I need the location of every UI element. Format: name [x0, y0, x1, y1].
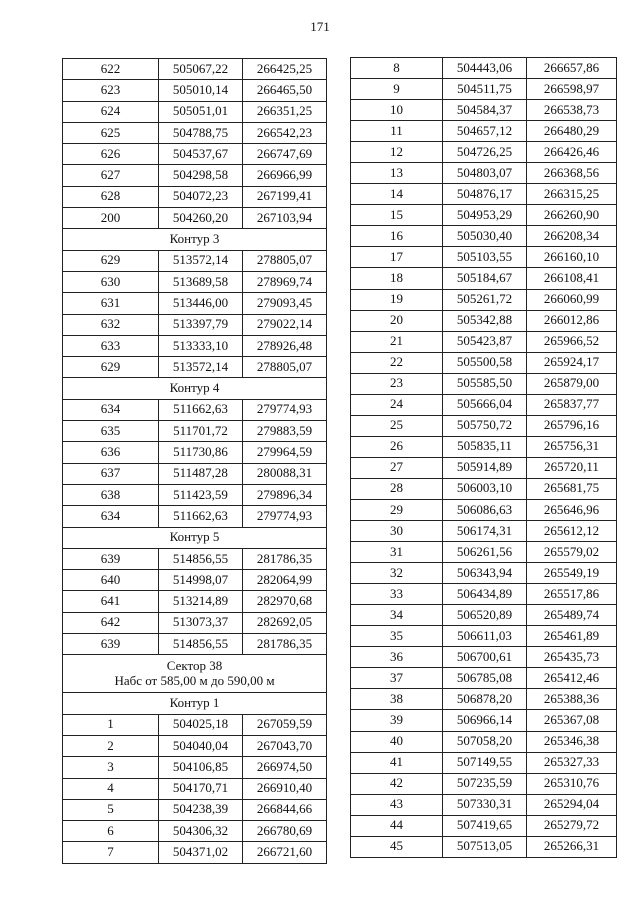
x-coordinate-cell: 504657,12 [443, 121, 527, 142]
x-coordinate-cell: 504106,85 [159, 757, 243, 778]
table-row [351, 100, 617, 121]
table-row [351, 584, 617, 605]
point-number-cell: 39 [351, 710, 443, 731]
point-number-cell: 636 [63, 442, 159, 463]
point-number-cell: 631 [63, 293, 159, 314]
x-coordinate-cell: 505500,58 [443, 352, 527, 373]
y-coordinate-cell: 265837,77 [527, 394, 617, 415]
table-row [63, 186, 327, 207]
x-coordinate-cell: 504025,18 [159, 714, 243, 735]
y-coordinate-cell: 279883,59 [243, 421, 327, 442]
section-header [63, 229, 327, 250]
point-number-cell: 45 [351, 836, 443, 857]
y-coordinate-cell: 266465,50 [243, 80, 327, 101]
table-row [351, 121, 617, 142]
point-number-cell: 16 [351, 226, 443, 247]
x-coordinate-cell: 504306,32 [159, 821, 243, 842]
x-coordinate-cell: 511662,63 [159, 399, 243, 420]
table-row [63, 821, 327, 842]
point-number-cell: 639 [63, 548, 159, 569]
point-number-cell: 639 [63, 634, 159, 655]
point-number-cell: 9 [351, 79, 443, 100]
y-coordinate-cell: 266542,23 [243, 122, 327, 143]
x-coordinate-cell: 514856,55 [159, 634, 243, 655]
x-coordinate-cell: 507149,55 [443, 752, 527, 773]
y-coordinate-cell: 265346,38 [527, 731, 617, 752]
table-row [351, 226, 617, 247]
y-coordinate-cell: 267199,41 [243, 186, 327, 207]
point-number-cell: 24 [351, 394, 443, 415]
point-number-cell: 629 [63, 250, 159, 271]
y-coordinate-cell: 266538,73 [527, 100, 617, 121]
point-number-cell: 33 [351, 584, 443, 605]
x-coordinate-cell: 507058,20 [443, 731, 527, 752]
table-row [351, 752, 617, 773]
y-coordinate-cell: 265435,73 [527, 647, 617, 668]
point-number-cell: 29 [351, 499, 443, 520]
table-row [63, 59, 327, 80]
table-row [351, 184, 617, 205]
y-coordinate-cell: 266910,40 [243, 778, 327, 799]
y-coordinate-cell: 265720,11 [527, 457, 617, 478]
y-coordinate-cell: 266012,86 [527, 310, 617, 331]
y-coordinate-cell: 279774,93 [243, 506, 327, 527]
point-number-cell: 641 [63, 591, 159, 612]
x-coordinate-cell: 506174,31 [443, 521, 527, 542]
table-row [351, 731, 617, 752]
y-coordinate-cell: 282692,05 [243, 612, 327, 633]
y-coordinate-cell: 281786,35 [243, 548, 327, 569]
table-row [63, 842, 327, 863]
table-row [63, 165, 327, 186]
section-header-line: Контур 4 [169, 380, 220, 396]
x-coordinate-cell: 513214,89 [159, 591, 243, 612]
point-number-cell: 6 [63, 821, 159, 842]
point-number-cell: 26 [351, 436, 443, 457]
table-row [351, 499, 617, 520]
table-row [63, 80, 327, 101]
point-number-cell: 15 [351, 205, 443, 226]
x-coordinate-cell: 504260,20 [159, 208, 243, 229]
y-coordinate-cell: 279774,93 [243, 399, 327, 420]
table-row [351, 478, 617, 499]
point-number-cell: 2 [63, 735, 159, 756]
table-row [351, 163, 617, 184]
y-coordinate-cell: 266160,10 [527, 247, 617, 268]
y-coordinate-cell: 265646,96 [527, 499, 617, 520]
point-number-cell: 31 [351, 542, 443, 563]
section-header [63, 378, 327, 399]
table-row [63, 612, 327, 633]
point-number-cell: 7 [63, 842, 159, 863]
y-coordinate-cell: 265489,74 [527, 605, 617, 626]
x-coordinate-cell: 505010,14 [159, 80, 243, 101]
y-coordinate-cell: 266425,25 [243, 59, 327, 80]
table-row [63, 735, 327, 756]
x-coordinate-cell: 505261,72 [443, 289, 527, 310]
x-coordinate-cell: 507419,65 [443, 815, 527, 836]
table-row [63, 122, 327, 143]
table-row [351, 79, 617, 100]
point-number-cell: 634 [63, 399, 159, 420]
table-row [351, 689, 617, 710]
x-coordinate-cell: 504803,07 [443, 163, 527, 184]
y-coordinate-cell: 280088,31 [243, 463, 327, 484]
table-row [63, 570, 327, 591]
y-coordinate-cell: 267059,59 [243, 714, 327, 735]
table-row [351, 605, 617, 626]
x-coordinate-cell: 513333,10 [159, 335, 243, 356]
table-row [351, 331, 617, 352]
x-coordinate-cell: 506261,56 [443, 542, 527, 563]
x-coordinate-cell: 506700,61 [443, 647, 527, 668]
x-coordinate-cell: 506003,10 [443, 478, 527, 499]
x-coordinate-cell: 511701,72 [159, 421, 243, 442]
point-number-cell: 12 [351, 142, 443, 163]
table-row [63, 463, 327, 484]
table-row [351, 457, 617, 478]
table-row [351, 710, 617, 731]
table-row [63, 442, 327, 463]
x-coordinate-cell: 504443,06 [443, 58, 527, 79]
y-coordinate-cell: 266657,86 [527, 58, 617, 79]
x-coordinate-cell: 505914,89 [443, 457, 527, 478]
point-number-cell: 625 [63, 122, 159, 143]
point-number-cell: 41 [351, 752, 443, 773]
x-coordinate-cell: 504726,25 [443, 142, 527, 163]
table-row [351, 415, 617, 436]
table-row [63, 399, 327, 420]
x-coordinate-cell: 507235,59 [443, 773, 527, 794]
point-number-cell: 22 [351, 352, 443, 373]
x-coordinate-cell: 505835,11 [443, 436, 527, 457]
point-number-cell: 5 [63, 799, 159, 820]
point-number-cell: 14 [351, 184, 443, 205]
table-row [351, 542, 617, 563]
point-number-cell: 20 [351, 310, 443, 331]
x-coordinate-cell: 504953,29 [443, 205, 527, 226]
x-coordinate-cell: 506966,14 [443, 710, 527, 731]
point-number-cell: 3 [63, 757, 159, 778]
x-coordinate-cell: 511487,28 [159, 463, 243, 484]
point-number-cell: 21 [351, 331, 443, 352]
y-coordinate-cell: 266315,25 [527, 184, 617, 205]
table-row [63, 778, 327, 799]
x-coordinate-cell: 513073,37 [159, 612, 243, 633]
table-row [351, 815, 617, 836]
section-header-line: Контур 3 [169, 231, 220, 247]
table-row [63, 757, 327, 778]
y-coordinate-cell: 265924,17 [527, 352, 617, 373]
y-coordinate-cell: 266351,25 [243, 101, 327, 122]
y-coordinate-cell: 265681,75 [527, 478, 617, 499]
y-coordinate-cell: 279964,59 [243, 442, 327, 463]
point-number-cell: 42 [351, 773, 443, 794]
y-coordinate-cell: 265461,89 [527, 626, 617, 647]
x-coordinate-cell: 507330,31 [443, 794, 527, 815]
y-coordinate-cell: 265279,72 [527, 815, 617, 836]
table-row [351, 647, 617, 668]
point-number-cell: 623 [63, 80, 159, 101]
table-row [63, 208, 327, 229]
point-number-cell: 622 [63, 59, 159, 80]
x-coordinate-cell: 504876,17 [443, 184, 527, 205]
table-row [63, 314, 327, 335]
y-coordinate-cell: 278805,07 [243, 250, 327, 271]
point-number-cell: 635 [63, 421, 159, 442]
table-row [351, 521, 617, 542]
point-number-cell: 4 [63, 778, 159, 799]
section-header-row [63, 693, 327, 714]
point-number-cell: 628 [63, 186, 159, 207]
y-coordinate-cell: 265549,19 [527, 563, 617, 584]
y-coordinate-cell: 265579,02 [527, 542, 617, 563]
x-coordinate-cell: 504170,71 [159, 778, 243, 799]
x-coordinate-cell: 513397,79 [159, 314, 243, 335]
x-coordinate-cell: 511730,86 [159, 442, 243, 463]
point-number-cell: 19 [351, 289, 443, 310]
x-coordinate-cell: 506785,08 [443, 668, 527, 689]
table-row [351, 247, 617, 268]
point-number-cell: 38 [351, 689, 443, 710]
section-header [63, 693, 327, 714]
x-coordinate-cell: 504072,23 [159, 186, 243, 207]
y-coordinate-cell: 282064,99 [243, 570, 327, 591]
table-row [63, 506, 327, 527]
point-number-cell: 35 [351, 626, 443, 647]
y-coordinate-cell: 266426,46 [527, 142, 617, 163]
point-number-cell: 629 [63, 357, 159, 378]
section-header [63, 527, 327, 548]
x-coordinate-cell: 504537,67 [159, 144, 243, 165]
x-coordinate-cell: 505423,87 [443, 331, 527, 352]
y-coordinate-cell: 267103,94 [243, 208, 327, 229]
table-row [351, 373, 617, 394]
coordinates-table-right [350, 57, 617, 858]
table-row [351, 436, 617, 457]
point-number-cell: 630 [63, 271, 159, 292]
y-coordinate-cell: 266780,69 [243, 821, 327, 842]
table-row [63, 357, 327, 378]
x-coordinate-cell: 514998,07 [159, 570, 243, 591]
point-number-cell: 37 [351, 668, 443, 689]
y-coordinate-cell: 265310,76 [527, 773, 617, 794]
section-header-row [63, 527, 327, 548]
x-coordinate-cell: 505103,55 [443, 247, 527, 268]
y-coordinate-cell: 278805,07 [243, 357, 327, 378]
point-number-cell: 8 [351, 58, 443, 79]
x-coordinate-cell: 513689,58 [159, 271, 243, 292]
point-number-cell: 640 [63, 570, 159, 591]
table-row [63, 634, 327, 655]
point-number-cell: 10 [351, 100, 443, 121]
x-coordinate-cell: 505585,50 [443, 373, 527, 394]
y-coordinate-cell: 266974,50 [243, 757, 327, 778]
point-number-cell: 633 [63, 335, 159, 356]
table-row [351, 773, 617, 794]
table-row [63, 144, 327, 165]
x-coordinate-cell: 513572,14 [159, 250, 243, 271]
table-row [351, 563, 617, 584]
table-row [351, 142, 617, 163]
section-header-row [63, 655, 327, 693]
y-coordinate-cell: 267043,70 [243, 735, 327, 756]
y-coordinate-cell: 266844,66 [243, 799, 327, 820]
coordinates-table-left [62, 58, 327, 864]
x-coordinate-cell: 507513,05 [443, 836, 527, 857]
point-number-cell: 1 [63, 714, 159, 735]
x-coordinate-cell: 504584,37 [443, 100, 527, 121]
x-coordinate-cell: 506086,63 [443, 499, 527, 520]
table-row [63, 271, 327, 292]
y-coordinate-cell: 281786,35 [243, 634, 327, 655]
y-coordinate-cell: 279022,14 [243, 314, 327, 335]
table-row [351, 352, 617, 373]
y-coordinate-cell: 266260,90 [527, 205, 617, 226]
table-row [63, 335, 327, 356]
x-coordinate-cell: 505750,72 [443, 415, 527, 436]
x-coordinate-cell: 505184,67 [443, 268, 527, 289]
table-row [63, 101, 327, 122]
point-number-cell: 634 [63, 506, 159, 527]
y-coordinate-cell: 265517,86 [527, 584, 617, 605]
point-number-cell: 11 [351, 121, 443, 142]
y-coordinate-cell: 278926,48 [243, 335, 327, 356]
point-number-cell: 28 [351, 478, 443, 499]
x-coordinate-cell: 511423,59 [159, 484, 243, 505]
table-row [351, 394, 617, 415]
table-row [351, 205, 617, 226]
point-number-cell: 44 [351, 815, 443, 836]
y-coordinate-cell: 265612,12 [527, 521, 617, 542]
y-coordinate-cell: 282970,68 [243, 591, 327, 612]
table-row [63, 548, 327, 569]
y-coordinate-cell: 265796,16 [527, 415, 617, 436]
x-coordinate-cell: 511662,63 [159, 506, 243, 527]
point-number-cell: 23 [351, 373, 443, 394]
table-row [63, 484, 327, 505]
y-coordinate-cell: 266598,97 [527, 79, 617, 100]
x-coordinate-cell: 506434,89 [443, 584, 527, 605]
section-header [63, 655, 327, 693]
point-number-cell: 17 [351, 247, 443, 268]
x-coordinate-cell: 506611,03 [443, 626, 527, 647]
table-row [63, 799, 327, 820]
point-number-cell: 627 [63, 165, 159, 186]
table-row [351, 58, 617, 79]
x-coordinate-cell: 505342,88 [443, 310, 527, 331]
y-coordinate-cell: 266480,29 [527, 121, 617, 142]
point-number-cell: 32 [351, 563, 443, 584]
y-coordinate-cell: 278969,74 [243, 271, 327, 292]
y-coordinate-cell: 266721,60 [243, 842, 327, 863]
table-row [63, 421, 327, 442]
section-header-line: Набс от 585,00 м до 590,00 м [114, 672, 275, 688]
point-number-cell: 30 [351, 521, 443, 542]
y-coordinate-cell: 265327,33 [527, 752, 617, 773]
y-coordinate-cell: 265388,36 [527, 689, 617, 710]
y-coordinate-cell: 266108,41 [527, 268, 617, 289]
table-row [351, 626, 617, 647]
x-coordinate-cell: 513572,14 [159, 357, 243, 378]
x-coordinate-cell: 506520,89 [443, 605, 527, 626]
x-coordinate-cell: 504238,39 [159, 799, 243, 820]
table-row [351, 668, 617, 689]
table-row [63, 293, 327, 314]
table-row [63, 591, 327, 612]
x-coordinate-cell: 505666,04 [443, 394, 527, 415]
section-header-line: Сектор 38 [166, 657, 223, 673]
point-number-cell: 632 [63, 314, 159, 335]
x-coordinate-cell: 504788,75 [159, 122, 243, 143]
table-row [351, 836, 617, 857]
x-coordinate-cell: 514856,55 [159, 548, 243, 569]
y-coordinate-cell: 265294,04 [527, 794, 617, 815]
table-row [63, 250, 327, 271]
table-row [351, 310, 617, 331]
x-coordinate-cell: 506878,20 [443, 689, 527, 710]
point-number-cell: 624 [63, 101, 159, 122]
point-number-cell: 27 [351, 457, 443, 478]
point-number-cell: 638 [63, 484, 159, 505]
y-coordinate-cell: 265966,52 [527, 331, 617, 352]
x-coordinate-cell: 504371,02 [159, 842, 243, 863]
page-number: 171 [310, 19, 330, 34]
y-coordinate-cell: 266966,99 [243, 165, 327, 186]
x-coordinate-cell: 506343,94 [443, 563, 527, 584]
table-row [63, 714, 327, 735]
table-row [351, 268, 617, 289]
point-number-cell: 34 [351, 605, 443, 626]
y-coordinate-cell: 266208,34 [527, 226, 617, 247]
x-coordinate-cell: 513446,00 [159, 293, 243, 314]
table-row [351, 794, 617, 815]
point-number-cell: 18 [351, 268, 443, 289]
x-coordinate-cell: 505030,40 [443, 226, 527, 247]
y-coordinate-cell: 265756,31 [527, 436, 617, 457]
y-coordinate-cell: 279093,45 [243, 293, 327, 314]
x-coordinate-cell: 504298,58 [159, 165, 243, 186]
section-header-row [63, 229, 327, 250]
point-number-cell: 626 [63, 144, 159, 165]
section-header-line: Контур 1 [169, 694, 220, 710]
x-coordinate-cell: 505051,01 [159, 101, 243, 122]
point-number-cell: 13 [351, 163, 443, 184]
y-coordinate-cell: 265879,00 [527, 373, 617, 394]
point-number-cell: 40 [351, 731, 443, 752]
y-coordinate-cell: 266060,99 [527, 289, 617, 310]
table-row [351, 289, 617, 310]
section-header-line: Контур 5 [169, 529, 220, 545]
point-number-cell: 642 [63, 612, 159, 633]
y-coordinate-cell: 266747,69 [243, 144, 327, 165]
point-number-cell: 36 [351, 647, 443, 668]
y-coordinate-cell: 265266,31 [527, 836, 617, 857]
x-coordinate-cell: 504040,04 [159, 735, 243, 756]
point-number-cell: 200 [63, 208, 159, 229]
x-coordinate-cell: 505067,22 [159, 59, 243, 80]
point-number-cell: 43 [351, 794, 443, 815]
section-header-row [63, 378, 327, 399]
y-coordinate-cell: 279896,34 [243, 484, 327, 505]
y-coordinate-cell: 265367,08 [527, 710, 617, 731]
point-number-cell: 637 [63, 463, 159, 484]
point-number-cell: 25 [351, 415, 443, 436]
y-coordinate-cell: 265412,46 [527, 668, 617, 689]
y-coordinate-cell: 266368,56 [527, 163, 617, 184]
x-coordinate-cell: 504511,75 [443, 79, 527, 100]
